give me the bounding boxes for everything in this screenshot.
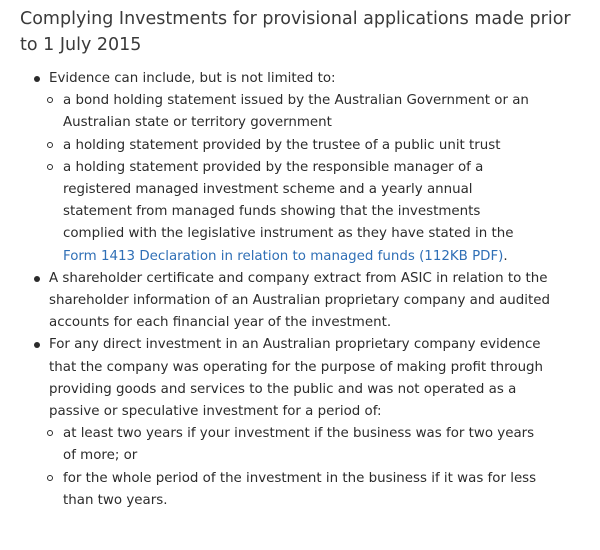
sublist-item-bond <box>49 90 538 134</box>
period-text: at least two years if your investment if the business was for two years of more; or <box>63 426 535 464</box>
sublist-item-managed-fund <box>49 157 538 268</box>
shareholder-text: A shareholder certificate and company extract from ASIC in relation to the shareholder information of an Australian proprietary company and audited accounts for each financial year of the investment. <box>49 270 550 331</box>
evidence-intro: Evidence can include, but is not limited to: <box>49 71 336 86</box>
form-1413-link[interactable]: Form 1413 Declaration in relation to managed funds (112KB PDF) <box>63 248 504 264</box>
sublist-item-period <box>49 423 538 467</box>
list-item-evidence <box>0 68 570 268</box>
sublist-item-period <box>49 468 538 512</box>
managed-fund-text: a holding statement provided by the responsible manager of a registered managed investment scheme and a yearly annual statement from managed funds showing that the investments complied with the legislative instrument as they have stated in the <box>63 159 514 242</box>
period-sublist <box>49 423 570 512</box>
list-item-direct-investment <box>0 334 570 512</box>
list-item-shareholder <box>0 268 570 335</box>
direct-investment-text: For any direct investment in an Australian proprietary company evidence that the company was operating for the purpose of making profit through providing goods and services to the public and was not operated as a passive or speculative investment for a period of: <box>49 337 544 420</box>
page-heading: Complying Investments for provisional applications made prior to 1 July 2015 <box>20 9 571 55</box>
managed-fund-end: . <box>503 248 508 264</box>
unit-trust-text: a holding statement provided by the trustee of a public unit trust <box>63 137 501 153</box>
bond-text: a bond holding statement issued by the Australian Government or an Australian state or territory government <box>63 93 529 131</box>
period-text: for the whole period of the investment in the business if it was for less than two years. <box>63 470 537 508</box>
evidence-sublist <box>49 90 570 268</box>
sublist-item-unit-trust <box>49 135 538 157</box>
evidence-list <box>0 68 600 512</box>
